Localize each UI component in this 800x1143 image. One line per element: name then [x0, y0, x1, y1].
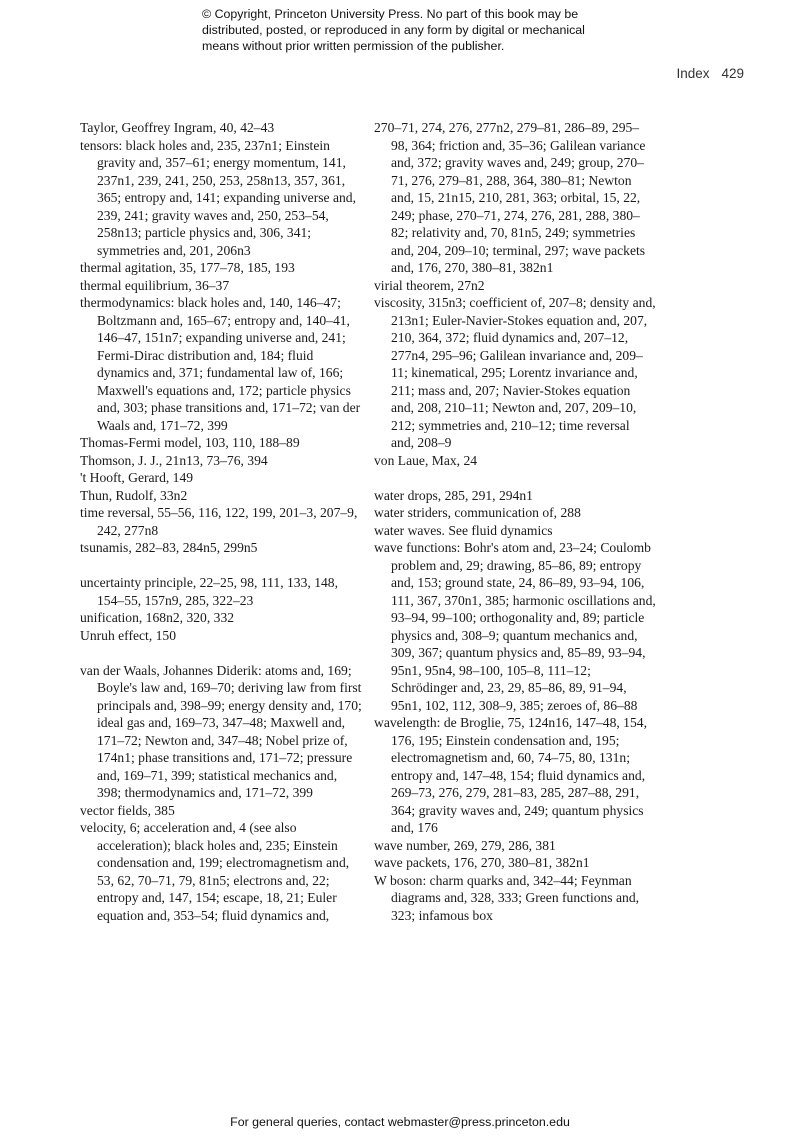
index-entry: wave packets, 176, 270, 380–81, 382n1 — [374, 855, 590, 870]
letter-group-gap — [374, 469, 656, 487]
index-entry: wave functions: Bohr's atom and, 23–24; Coulomb problem and, 29; drawing, 85–86, 89; entropy and, 153; ground state, 24, 86–89, 93–94, 106, 111, 367, 370n1, 385; harmonic oscillations and, 93–94, 99–100; orthogonality and, 89; particle physics and, 308–9; quantum mechanics and, 309, 367; quantum physics and, 85–89, 93–94, 95n1, 95n4, 98–100, 105–8, 111–12; Schrödinger and, 23, 29, 85–86, 89, 91–94, 95n1, 102, 112, 308–9, 385; zeroes of, 86–88 — [374, 540, 656, 713]
index-entry: wavelength: de Broglie, 75, 124n16, 147–48, 154, 176, 195; Einstein condensation and, 195; electromagnetism and, 60, 74–75, 80, 131n; entropy and, 147–48, 154; fluid dynamics and, 269–73, 276, 279, 281–83, 285, 287–88, 291, 364; gravity waves and, 249; quantum physics and, 176 — [374, 715, 647, 835]
index-entry: water drops, 285, 291, 294n1 — [374, 487, 533, 503]
index-entry: water waves. See fluid dynamics — [374, 522, 553, 538]
index-entry: 270–71, 274, 276, 277n2, 279–81, 286–89, 295–98, 364; friction and, 35–36; Galilean variance and, 372; gravity waves and, 249; group, 270–71, 276, 279–81, 288, 364, 380–81; Newton and, 15, 21n15, 210, 281, 363; orbital, 15, 22, 249; phase, 270–71, 274, 276, 281, 288, 380–82; relativity and, 70, 81n5, 249; symmetries and, 204, 209–10; terminal, 297; wave packets and, 176, 270, 380–81, 382n1 — [374, 120, 646, 275]
letter-group-gap — [80, 557, 362, 575]
index-entry: Thomas-Fermi model, 103, 110, 188–89 — [80, 435, 300, 450]
index-entry: thermal agitation, 35, 177–78, 185, 193 — [80, 260, 295, 275]
index-entry: von Laue, Max, 24 — [374, 452, 478, 468]
copyright-notice: © Copyright, Princeton University Press. No part of this book may be distributed, posted, or reproduced in any form by digital or mechanical means without prior written permission of the publisher. — [202, 7, 585, 54]
index-entry: unification, 168n2, 320, 332 — [80, 610, 235, 625]
index-entry: tsunamis, 282–83, 284n5, 299n5 — [80, 540, 258, 555]
index-entry: wave number, 269, 279, 286, 381 — [374, 837, 556, 853]
index-column-left — [80, 119, 362, 924]
index-entry: viscosity, 315n3; coefficient of, 207–8; density and, 213n1; Euler-Navier-Stokes equation and, 207, 210, 364, 372; fluid dynamics and, 207–12, 277n4, 295–96; Galilean invariance and, 209–11; kinematical, 295; Lorentz invariance and, 211; mass and, 207; Navier-Stokes equation and, 208, 210–11; Newton and, 207, 209–10, 212; symmetries and, 210–12; time reversal and, 208–9 — [374, 295, 656, 450]
index-column-right — [374, 119, 656, 924]
index-entry: uncertainty principle, 22–25, 98, 111, 133, 148, 154–55, 157n9, 285, 322–23 — [80, 575, 338, 608]
running-head — [676, 66, 744, 81]
index-entry: W boson: charm quarks and, 342–44; Feynman diagrams and, 328, 333; Green functions and, 323; infamous box — [374, 872, 640, 923]
index-entry: Taylor, Geoffrey Ingram, 40, 42–43 — [80, 120, 275, 135]
index-entry: thermodynamics: black holes and, 140, 146–47; Boltzmann and, 165–67; entropy and, 140–41, 146–47, 151n7; expanding universe and, 241; Fermi-Dirac distribution and, 184; fluid dynamics and, 371; fundamental law of, 166; Maxwell's equations and, 172; particle physics and, 303; phase transitions and, 171–72; van der Waals and, 171–72, 399 — [80, 295, 361, 433]
index-entry: velocity, 6; acceleration and, 4 (see also acceleration); black holes and, 235; Einstein condensation and, 199; electromagnetism and, 53, 62, 70–71, 79, 81n5; electrons and, 22; entropy and, 147, 154; escape, 18, 21; Euler equation and, 353–54; fluid dynamics and, — [80, 820, 350, 923]
index-entry: thermal equilibrium, 36–37 — [80, 277, 230, 293]
page-number: 429 — [721, 66, 744, 81]
index-entry: tensors: black holes and, 235, 237n1; Einstein gravity and, 357–61; energy momentum, 141, 237n1, 239, 241, 250, 253, 258n13, 357, 361, 365; entropy and, 141; expanding universe and, 239, 241; gravity waves and, 250, 253–54, 258n13; particle physics and, 306, 341; symmetries and, 201, 206n3 — [80, 137, 356, 258]
index-entry: virial theorem, 27n2 — [374, 277, 485, 293]
index-entry: Thomson, J. J., 21n13, 73–76, 394 — [80, 452, 268, 468]
running-head-label: Index — [676, 66, 710, 81]
index-entry: Unruh effect, 150 — [80, 627, 177, 643]
index-entry: water striders, communication of, 288 — [374, 505, 581, 520]
footer-contact: For general queries, contact webmaster@press.princeton.edu — [230, 1115, 570, 1129]
index-entry: Thun, Rudolf, 33n2 — [80, 487, 188, 503]
letter-group-gap — [80, 644, 362, 662]
index-entry: vector fields, 385 — [80, 802, 175, 818]
index-entry: 't Hooft, Gerard, 149 — [80, 470, 194, 485]
index-entry: van der Waals, Johannes Diderik: atoms and, 169; Boyle's law and, 169–70; deriving law from first principals and, 398–99; energy density and, 170; ideal gas and, 169–73, 347–48; Maxwell and, 171–72; Newton and, 347–48; Nobel prize of, 174n1; phase transitions and, 171–72; pressure and, 169–71, 399; statistical mechanics and, 398; thermodynamics and, 171–72, 399 — [80, 662, 362, 800]
index-entry: time reversal, 55–56, 116, 122, 199, 201–3, 207–9, 242, 277n8 — [80, 505, 358, 538]
